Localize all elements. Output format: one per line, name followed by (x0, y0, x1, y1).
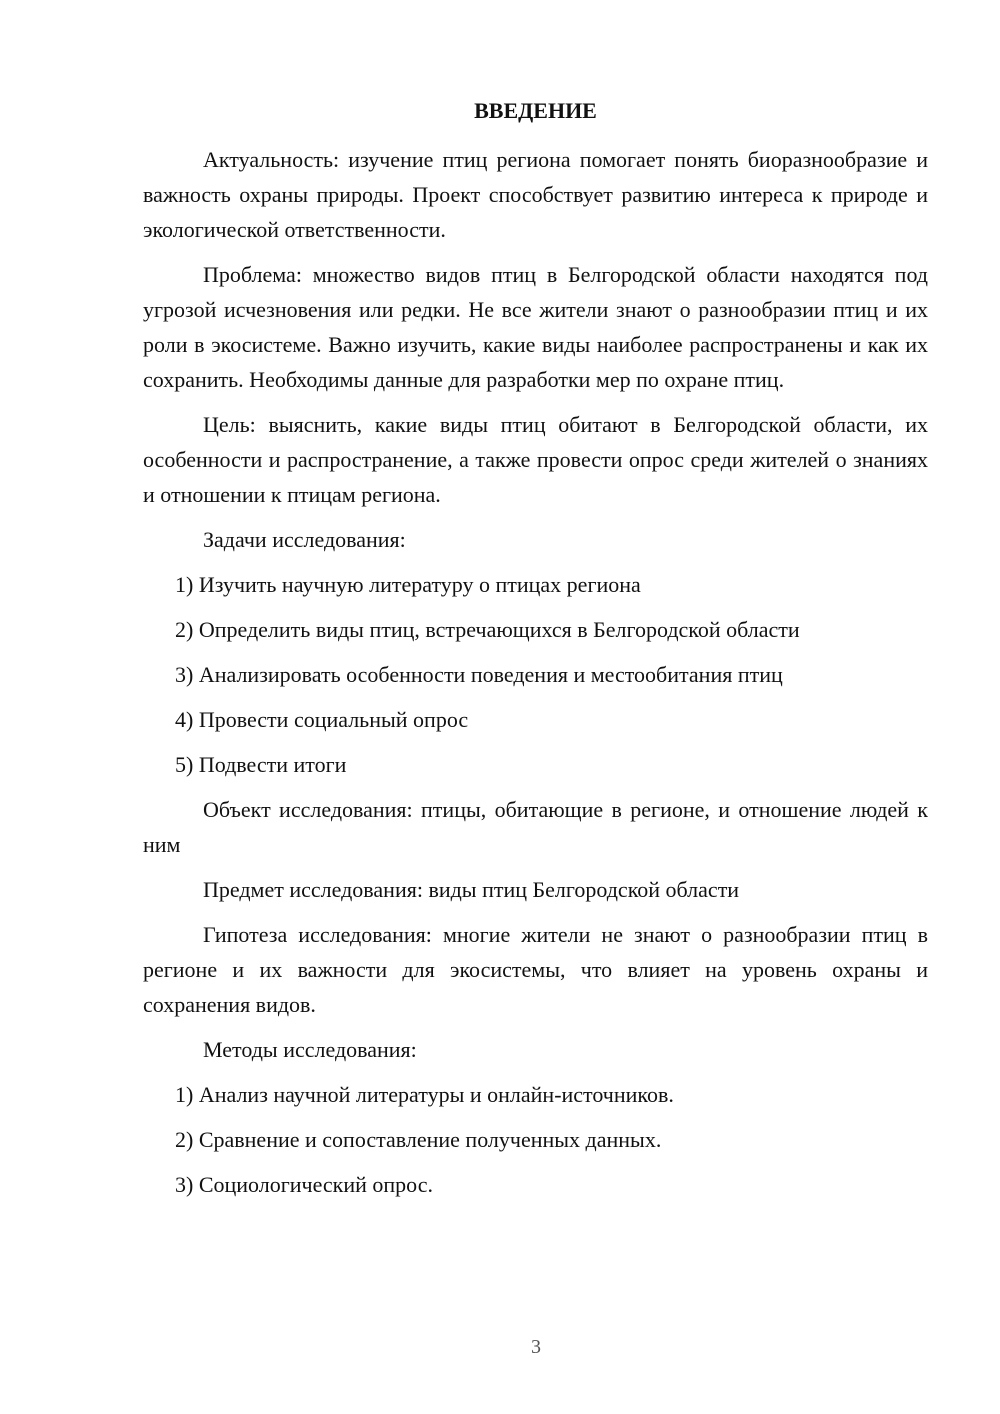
list-item: 4) Провести социальный опрос (175, 707, 469, 732)
goal-paragraph: Цель: выяснить, какие виды птиц обитают в Белгородской области, их особенности и распространение, а также провести опрос среди жителей о знаниях и отношении к птицам региона. (143, 412, 928, 507)
page-number: 3 (531, 1336, 541, 1358)
list-item: 1) Изучить научную литературу о птицах региона (175, 572, 641, 597)
list-item: 1) Анализ научной литературы и онлайн-источников. (175, 1082, 674, 1107)
tasks-list (143, 567, 928, 782)
subject-paragraph: Предмет исследования: виды птиц Белгородской области (203, 877, 740, 902)
section-title: ВВЕДЕНИЕ (474, 98, 597, 123)
list-item: 2) Сравнение и сопоставление полученных данных. (175, 1127, 662, 1152)
list-item: 2) Определить виды птиц, встречающихся в Белгородской области (175, 617, 800, 642)
problem-paragraph: Проблема: множество видов птиц в Белгородской области находятся под угрозой исчезновения или редки. Не все жители знают о разнообразии птиц и их роли в экосистеме. Важно изучить, какие виды наиболее распространены и как их сохранить. Необходимы данные для разработки мер по охране птиц. (143, 262, 928, 392)
relevance-paragraph: Актуальность: изучение птиц региона помогает понять биоразнообразие и важность охраны природы. Проект способствует развитию интереса к природе и экологической ответственности. (143, 147, 928, 242)
list-item: 3) Анализировать особенности поведения и местообитания птиц (175, 662, 783, 687)
tasks-label: Задачи исследования: (203, 527, 406, 552)
methods-list (143, 1077, 928, 1202)
list-item: 3) Социологический опрос. (175, 1172, 433, 1197)
hypothesis-paragraph: Гипотеза исследования: многие жители не знают о разнообразии птиц в регионе и их важности для экосистемы, что влияет на уровень охраны и сохранения видов. (143, 922, 928, 1017)
object-paragraph: Объект исследования: птицы, обитающие в регионе, и отношение людей к ним (143, 797, 928, 857)
page-content (143, 96, 928, 1212)
list-item: 5) Подвести итоги (175, 752, 347, 777)
methods-label: Методы исследования: (203, 1037, 417, 1062)
